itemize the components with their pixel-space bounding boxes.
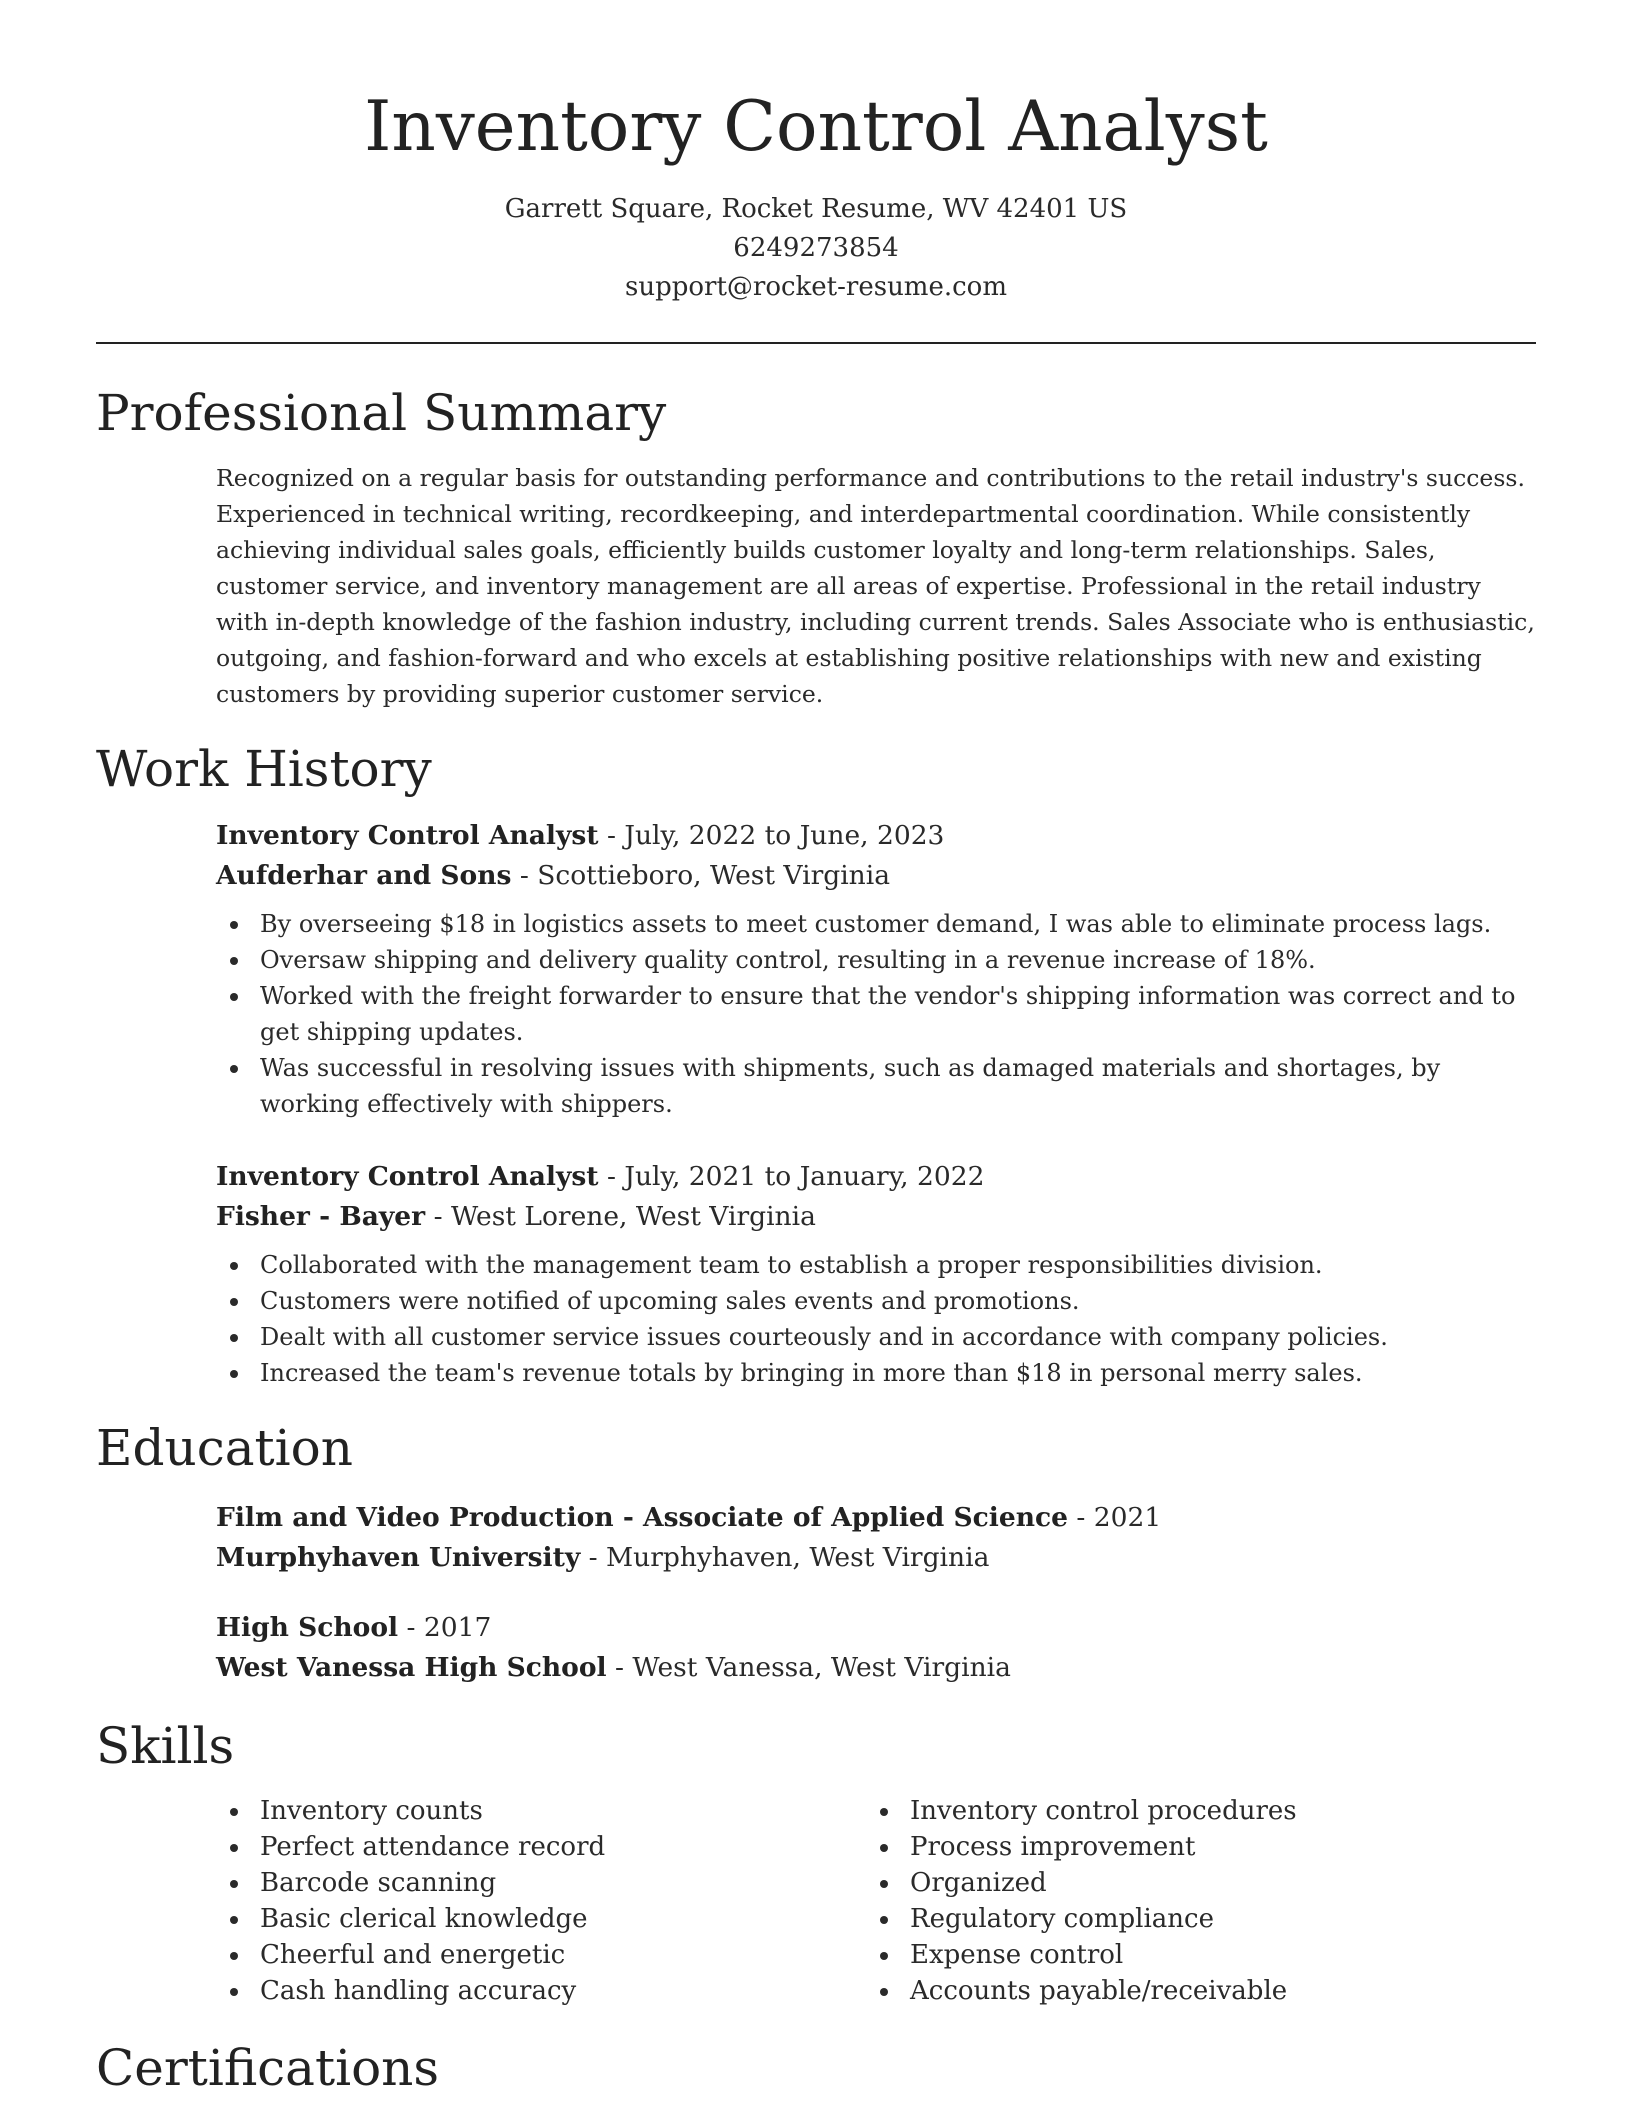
job-bullets <box>216 906 1536 1122</box>
job-company: Aufderhar and Sons <box>216 860 512 891</box>
list-item: Cheerful and energetic <box>216 1937 816 1973</box>
address: Garrett Square, Rocket Resume, WV 42401 US <box>504 194 1128 224</box>
email: support@rocket-resume.com <box>624 272 1007 302</box>
school-location: - Murphyhaven, West Virginia <box>580 1542 990 1573</box>
degree-year: - 2017 <box>398 1612 492 1643</box>
education-entry <box>216 1608 1536 1688</box>
degree-year: - 2021 <box>1067 1502 1162 1533</box>
skills-column-right <box>866 1793 1466 2009</box>
resume-header <box>0 84 1632 307</box>
school-line <box>216 1538 1536 1578</box>
list-item: Accounts payable/receivable <box>866 1973 1466 2009</box>
school: West Vanessa High School <box>216 1652 607 1683</box>
list-item: Was successful in resolving issues with shipments, such as damaged materials and shortages, by working effectively with shippers. <box>216 1050 1536 1122</box>
job-role: Inventory Control Analyst <box>216 820 599 851</box>
skills-column-left <box>216 1793 816 2009</box>
candidate-title: Inventory Control Analyst <box>364 87 1268 167</box>
phone: 6249273854 <box>733 233 899 263</box>
section-title-summary: Professional Summary <box>96 384 667 442</box>
header-divider <box>96 342 1536 344</box>
school-location: - West Vanessa, West Virginia <box>606 1652 1011 1683</box>
list-item: Oversaw shipping and delivery quality control, resulting in a revenue increase of 18%. <box>216 942 1536 978</box>
list-item: Increased the team's revenue totals by bringing in more than $18 in personal merry sales. <box>216 1355 1536 1391</box>
list-item: Barcode scanning <box>216 1865 816 1901</box>
section-title-education: Education <box>96 1419 353 1477</box>
job-dates: - July, 2022 to June, 2023 <box>598 820 945 851</box>
degree-line <box>216 1498 1536 1538</box>
list-item: Perfect attendance record <box>216 1829 816 1865</box>
summary-text: Recognized on a regular basis for outstanding performance and contributions to the retail industry's success. Experienced in technical writing, recordkeeping, and interdepartmental coordination. While consistently achieving individual sales goals, efficiently builds customer loyalty and long-term relationships. Sales, customer service, and inventory management are all areas of expertise. Professional in the retail industry with in-depth knowledge of the fashion industry, including current trends. Sales Associate who is enthusiastic, outgoing, and fashion-forward and who excels at establishing positive relationships with new and existing customers by providing superior customer service. <box>216 464 1535 708</box>
job-role: Inventory Control Analyst <box>216 1161 599 1192</box>
list-item: By overseeing $18 in logistics assets to meet customer demand, I was able to eliminate process lags. <box>216 906 1536 942</box>
contact-info <box>0 190 1632 307</box>
list-item: Expense control <box>866 1937 1466 1973</box>
list-item: Worked with the freight forwarder to ensure that the vendor's shipping information was correct and to get shipping updates. <box>216 978 1536 1050</box>
list-item: Collaborated with the management team to establish a proper responsibilities division. <box>216 1247 1536 1283</box>
list-item: Organized <box>866 1865 1466 1901</box>
list-item: Cash handling accuracy <box>216 1973 816 2009</box>
school: Murphyhaven University <box>216 1542 581 1573</box>
job-dates: - July, 2021 to January, 2022 <box>598 1161 985 1192</box>
list-item: Process improvement <box>866 1829 1466 1865</box>
job-entry <box>216 816 1536 1122</box>
section-title-work-history: Work History <box>96 740 432 798</box>
job-entry <box>216 1157 1536 1391</box>
job-role-line <box>216 1157 1536 1197</box>
skills-list-right <box>866 1793 1466 2009</box>
list-item: Regulatory compliance <box>866 1901 1466 1937</box>
list-item: Inventory counts <box>216 1793 816 1829</box>
section-title-certifications: Certifications <box>96 2039 440 2097</box>
list-item: Inventory control procedures <box>866 1793 1466 1829</box>
list-item: Basic clerical knowledge <box>216 1901 816 1937</box>
job-company: Fisher - Bayer <box>216 1201 426 1232</box>
job-location: - West Lorene, West Virginia <box>425 1201 816 1232</box>
degree: High School <box>216 1612 399 1643</box>
job-location: - Scottieboro, West Virginia <box>511 860 891 891</box>
list-item: Dealt with all customer service issues courteously and in accordance with company policies. <box>216 1319 1536 1355</box>
job-company-line <box>216 1197 1536 1237</box>
education-entry <box>216 1498 1536 1578</box>
section-title-skills: Skills <box>96 1717 235 1775</box>
skills-list-left <box>216 1793 816 2009</box>
school-line <box>216 1648 1536 1688</box>
degree-line <box>216 1608 1536 1648</box>
degree: Film and Video Production - Associate of Applied Science <box>216 1502 1068 1533</box>
job-bullets <box>216 1247 1536 1391</box>
job-company-line <box>216 856 1536 896</box>
list-item: Customers were notified of upcoming sales events and promotions. <box>216 1283 1536 1319</box>
job-role-line <box>216 816 1536 856</box>
